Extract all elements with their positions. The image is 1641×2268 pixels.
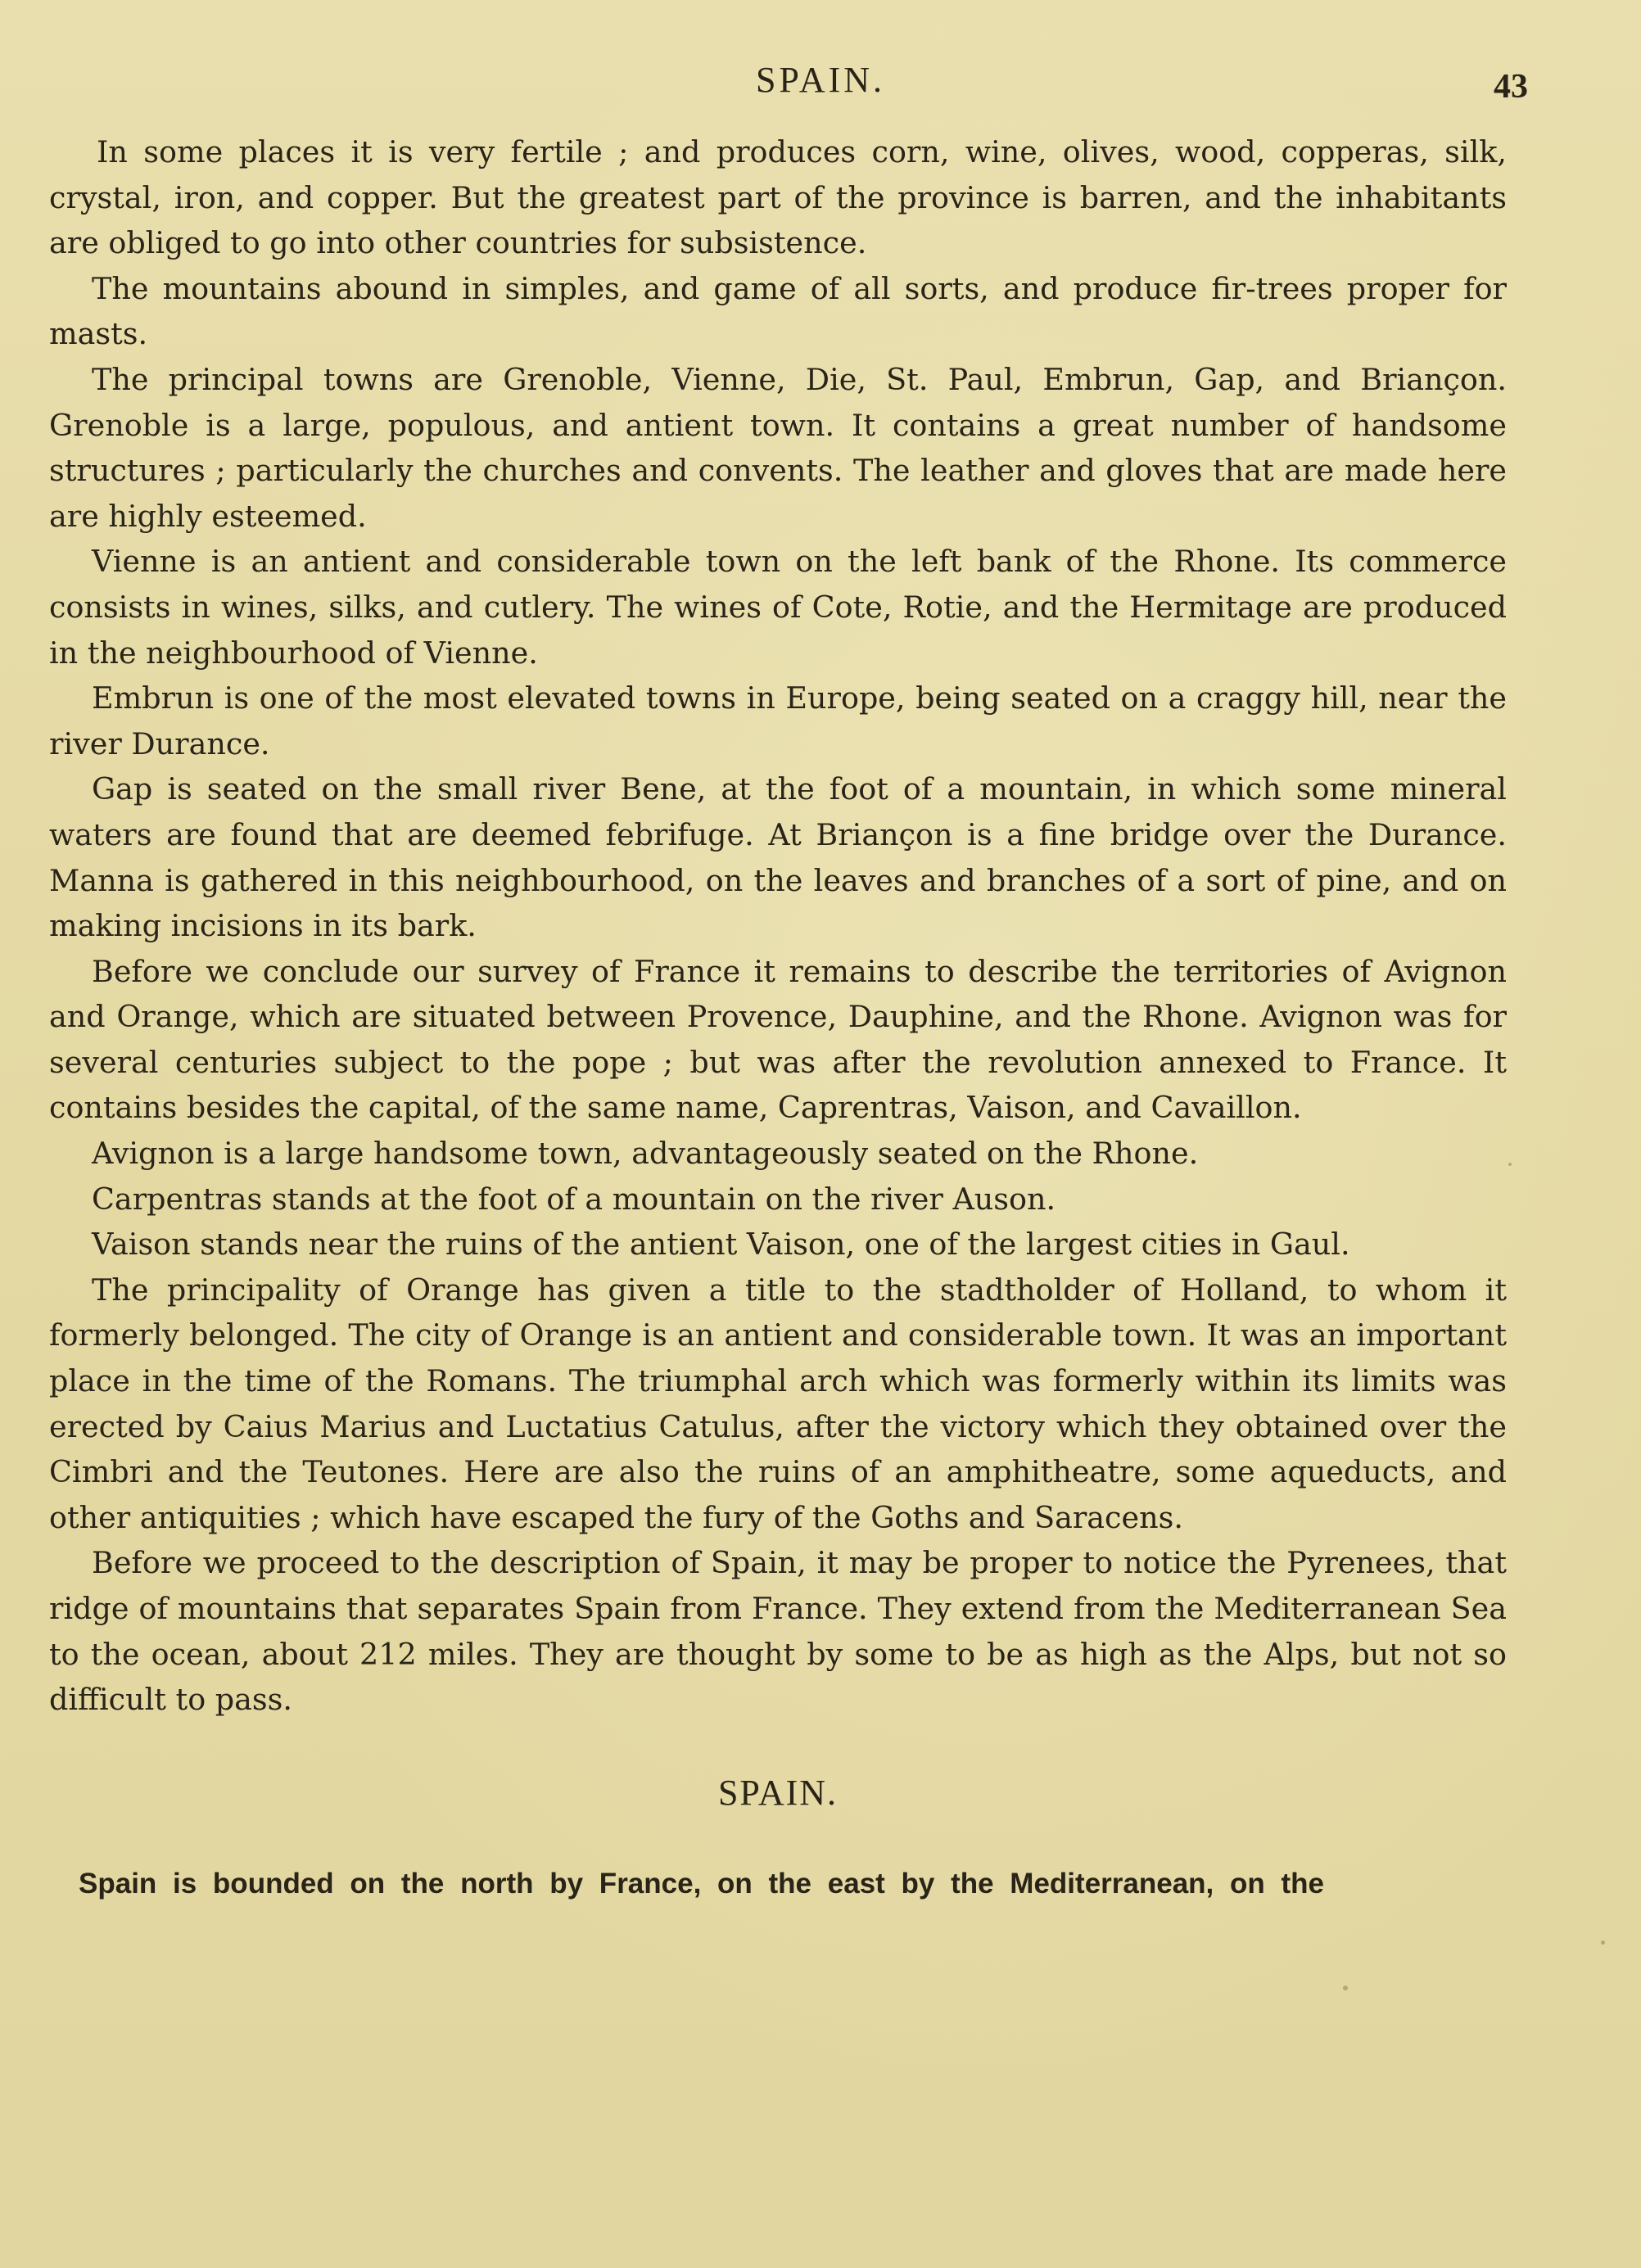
- paper-speck: [1277, 1605, 1281, 1608]
- page-number: 43: [1494, 68, 1528, 106]
- paragraph: The mountains abound in simples, and game of all sorts, and produce fir-trees proper for masts.: [49, 270, 1507, 352]
- paragraph: The principal towns are Grenoble, Vienne, Die, St. Paul, Embrun, Gap, and Briançon. Grenoble is a large, populous, and antient town. It contains a great number of handsome structures ; particularly the churches and convents. The leather and gloves that are made here are highly esteemed.: [49, 361, 1507, 534]
- body-text: [49, 129, 1507, 1907]
- paper-speck: [1343, 1986, 1348, 1990]
- paragraph: The principality of Orange has given a title to the stadtholder of Holland, to whom it formerly belonged. The city of Orange is an antient and considerable town. It was an important place in the time of the Romans. The triumphal arch which was formerly within its limits was erected by Caius Marius and Luctatius Catulus, after the victory which they obtained over the Cimbri and the Teutones. Here are also the ruins of an amphitheatre, some aqueducts, and other antiquities ; which have escaped the fury of the Goths and Saracens.: [49, 1272, 1507, 1535]
- running-head: SPAIN.: [755, 60, 886, 100]
- paragraph: Carpentras stands at the foot of a mountain on the river Auson.: [92, 1181, 1056, 1217]
- section-opening-line: Spain is bounded on the north by France, on the east by the Mediterranean, on the: [79, 1868, 1324, 1900]
- paragraph: Avignon is a large handsome town, advantageously seated on the Rhone.: [92, 1136, 1199, 1172]
- section-heading: SPAIN.: [717, 1772, 839, 1813]
- paper-speck: [1508, 1163, 1512, 1166]
- paper-speck: [1601, 1940, 1605, 1945]
- paragraph: Before we proceed to the description of Spain, it may be proper to notice the Pyrenees, that ridge of mountains that separates Spain from France. They extend from the Mediterranean Sea to the ocean, about 212 miles. They are thought by some to be as high as the Alps, but not so difficult to pass.: [49, 1545, 1507, 1718]
- paragraph: Gap is seated on the small river Bene, at the foot of a mountain, in which some mineral waters are found that are deemed febrifuge. At Briançon is a fine bridge over the Durance. Manna is gathered in this neighbourhood, on the leaves and branches of a sort of pine, and on making incisions in its bark.: [49, 771, 1507, 944]
- paragraph: Before we conclude our survey of France it remains to describe the territories of Avignon and Orange, which are situated between Provence, Dauphine, and the Rhone. Avignon was for several centuries subject to the pope ; but was after the revolution annexed to France. It contains besides the capital, of the same name, Caprentras, Vaison, and Cavaillon.: [49, 953, 1507, 1126]
- paragraph: Embrun is one of the most elevated towns in Europe, being seated on a craggy hill, near the river Durance.: [49, 680, 1507, 761]
- paragraph: Vienne is an antient and considerable town on the left bank of the Rhone. Its commerce consists in wines, silks, and cutlery. The wines of Cote, Rotie, and the Hermitage are produced in the neighbourhood of Vienne.: [49, 544, 1507, 671]
- paragraph: In some places it is very fertile ; and produces corn, wine, olives, wood, copperas, silk, crystal, iron, and copper. But the greatest part of the province is barren, and the inhabitants are obliged to go into other countries for subsistence.: [49, 134, 1507, 261]
- paragraph: Vaison stands near the ruins of the antient Vaison, one of the largest cities in Gaul.: [92, 1227, 1350, 1263]
